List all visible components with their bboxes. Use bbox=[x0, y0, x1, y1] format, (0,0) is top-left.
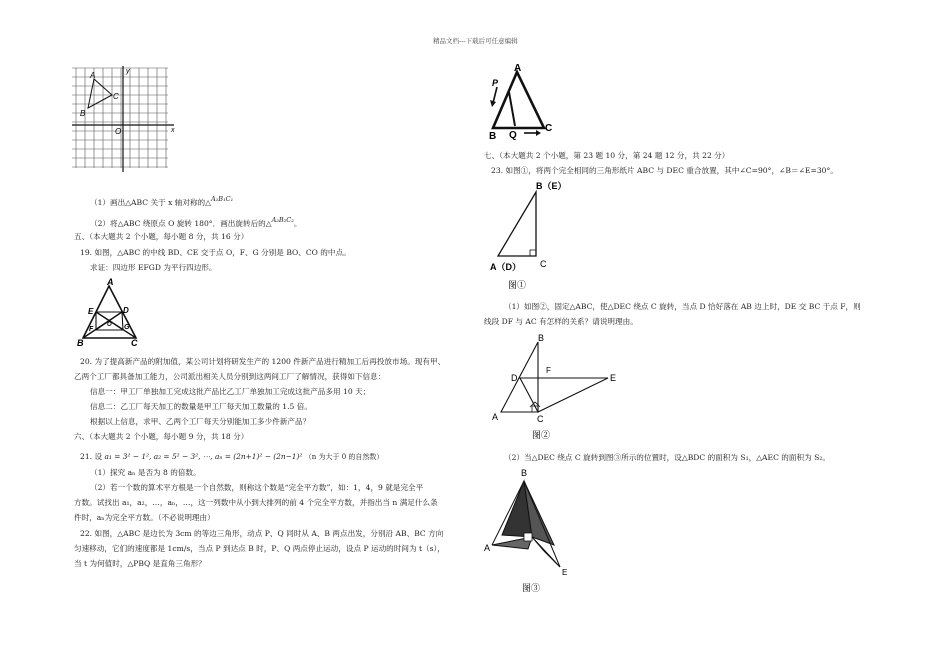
section-five-heading: 五、（本大题共 2 个小题，每小题 8 分，共 16 分） bbox=[74, 232, 249, 241]
fig3-label-b: B bbox=[521, 468, 528, 478]
fig1-label-ad: A（D） bbox=[490, 262, 521, 272]
fig2-label-b: B bbox=[538, 333, 545, 343]
q18-symbol-1: A₁B₁C₁ bbox=[211, 195, 234, 203]
fig22-arrowhead-q bbox=[536, 130, 541, 136]
fig19-label-c: C bbox=[131, 338, 138, 348]
fig22-triangle bbox=[493, 72, 544, 128]
fig3-caption: 图③ bbox=[522, 583, 541, 593]
q21-part2-line3: 件时，aₙ为完全平方数。（不必说明理由） bbox=[74, 513, 215, 522]
q18-part2: （2）将△ABC 绕原点 O 旋转 180°．画出旋转后的△A₂B₂C₂。 bbox=[90, 216, 302, 228]
q20-info2: 信息二：乙工厂每天加工的数量是甲工厂每天加工数量的 1.5 倍。 bbox=[90, 402, 312, 411]
triangle-abc bbox=[88, 79, 112, 108]
fig19-label-b: B bbox=[77, 338, 84, 348]
fig1-label-be: B（E） bbox=[536, 181, 567, 191]
fig22-arrow-p bbox=[493, 87, 497, 103]
label-c: C bbox=[113, 92, 119, 101]
q18-part1: （1）画出△ABC 关于 x 轴对称的△A₁B₁C₁ bbox=[90, 195, 234, 207]
fig19-label-f: F bbox=[89, 326, 94, 333]
label-origin: O bbox=[115, 127, 122, 136]
fig19-label-o: O bbox=[107, 322, 112, 328]
fig1-triangle bbox=[498, 192, 536, 256]
q20-line1: 20. 为了提高新产品的附加值，某公司计划将研发生产的 1200 件新产品进行精加工后再投放市场。现有甲、 bbox=[80, 357, 446, 366]
q18-symbol-2: A₂B₂C₂ bbox=[271, 216, 294, 224]
fig3-label-a: A bbox=[484, 543, 491, 553]
q22-line3: 当 t 为何值时，△PBQ 是直角三角形？ bbox=[74, 559, 206, 568]
fig22-label-b: B bbox=[489, 131, 497, 142]
figure-1 bbox=[486, 178, 576, 290]
fig19-label-a: A bbox=[107, 277, 114, 287]
fig2-caption: 图② bbox=[532, 430, 551, 440]
fig2-triangle-dec bbox=[520, 378, 608, 412]
q20-question: 根据以上信息，求甲、乙两个工厂每天分别能加工多少件新产品？ bbox=[90, 417, 311, 426]
fig22-label-q: Q bbox=[509, 130, 517, 141]
grid-lines bbox=[72, 68, 168, 168]
figure-22 bbox=[486, 62, 558, 142]
q21-part2-line1: （2）若一个数的算术平方根是一个自然数，则称这个数是“完全平方数”，如：1，4，9 就是完全平 bbox=[90, 483, 424, 492]
fig3-right-angle bbox=[524, 533, 532, 541]
figure-3 bbox=[484, 465, 574, 595]
figure-19 bbox=[77, 277, 140, 348]
fig2-label-e: E bbox=[610, 373, 617, 383]
fig2-label-a: A bbox=[492, 412, 499, 422]
q22-line2: 匀速移动，它们的速度都是 1cm/s，当点 P 到达点 B 时，P、Q 两点停止运动，设点 P 运动的时间为 t（s）， bbox=[74, 544, 445, 553]
fig22-label-c: C bbox=[545, 123, 553, 134]
fig22-label-p: P bbox=[492, 78, 499, 88]
fig22-arrowhead-p bbox=[490, 100, 496, 107]
q21-formula: a₁ = 3² − 1², a₂ = 5² − 3², ⋯, aₙ = (2n+1)² − (2n−1)² bbox=[104, 452, 303, 461]
q20-info1: 信息一：甲工厂单独加工完成这批产品比乙工厂单独加工完成这批产品多用 10 天； bbox=[90, 387, 371, 396]
coordinate-grid-figure bbox=[68, 64, 180, 174]
label-y: y bbox=[126, 68, 130, 75]
fig1-right-angle bbox=[530, 250, 536, 256]
section-six-heading: 六、（本大题共 2 个小题，每小题 9 分，共 18 分） bbox=[74, 432, 249, 441]
header-watermark: 精品文档---下载后可任意编辑 bbox=[433, 37, 518, 45]
section-seven-heading: 七、（本大题共 2 个小题，第 23 题 10 分，第 24 题 12 分，共 22 分） bbox=[484, 151, 730, 160]
fig19-label-g: G bbox=[124, 324, 130, 331]
q23-part1-line2: 线段 DF 与 AC 有怎样的关系？请说明理由。 bbox=[484, 317, 638, 326]
fig2-label-f: F bbox=[546, 366, 551, 375]
fig22-label-a: A bbox=[514, 63, 522, 74]
q19-text: 19. 如图，△ABC 的中线 BD、CE 交于点 O，F、G 分别是 BO、CO 的中点。 bbox=[80, 248, 351, 257]
fig2-label-d: D bbox=[511, 373, 518, 383]
label-a: A bbox=[90, 71, 96, 80]
label-b: B bbox=[80, 109, 86, 118]
q21-definition: 21. 设 a₁ = 3² − 1², a₂ = 5² − 3², ⋯, aₙ = (2n+1)² − (2n−1)² （n 为大于 0 的自然数） bbox=[80, 452, 384, 461]
fig3-label-e: E bbox=[562, 568, 568, 577]
figure-2 bbox=[486, 330, 626, 442]
q21-part2-line2: 方数。试找出 a₁，a₂，…，aₙ，…，这一列数中从小到大排列的前 4 个完全平方数，并指出当 n 满足什么条 bbox=[74, 498, 438, 507]
q22-line1: 22. 如图，△ABC 是边长为 3cm 的等边三角形，动点 P、Q 同时从 A、B 两点出发，分别沿 AB、BC 方向 bbox=[80, 529, 444, 538]
q19-prove: 求证：四边形 EFGD 为平行四边形。 bbox=[90, 263, 217, 272]
fig22-segment-pq bbox=[509, 92, 515, 126]
fig1-label-c: C bbox=[540, 259, 547, 269]
q23-text: 23. 如图①，将两个完全相同的三角形纸片 ABC 与 DEC 重合放置，其中∠C=90°，∠B＝∠E=30°。 bbox=[491, 166, 838, 175]
fig1-caption: 图① bbox=[508, 280, 527, 290]
fig2-label-c: C bbox=[537, 414, 544, 424]
fig19-label-e: E bbox=[88, 307, 94, 316]
q20-line2: 乙两个工厂都具备加工能力，公司派出相关人员分别到这两间工厂了解情况，获得如下信息： bbox=[74, 372, 386, 381]
label-x: x bbox=[171, 127, 175, 134]
q23-part2: （2）当△DEC 绕点 C 旋转到图③所示的位置时，设△BDC 的面积为 S₁，△AEC 的面积为 S₂。 bbox=[504, 453, 830, 462]
q23-part1-line1: （1）如图②，固定△ABC，使△DEC 绕点 C 旋转，当点 D 恰好落在 AB 边上时，DE 交 BC 于点 F，则 bbox=[504, 302, 861, 311]
fig19-label-d: D bbox=[123, 306, 129, 315]
q21-part1: （1）探究 aₙ 是否为 8 的倍数。 bbox=[90, 468, 201, 477]
